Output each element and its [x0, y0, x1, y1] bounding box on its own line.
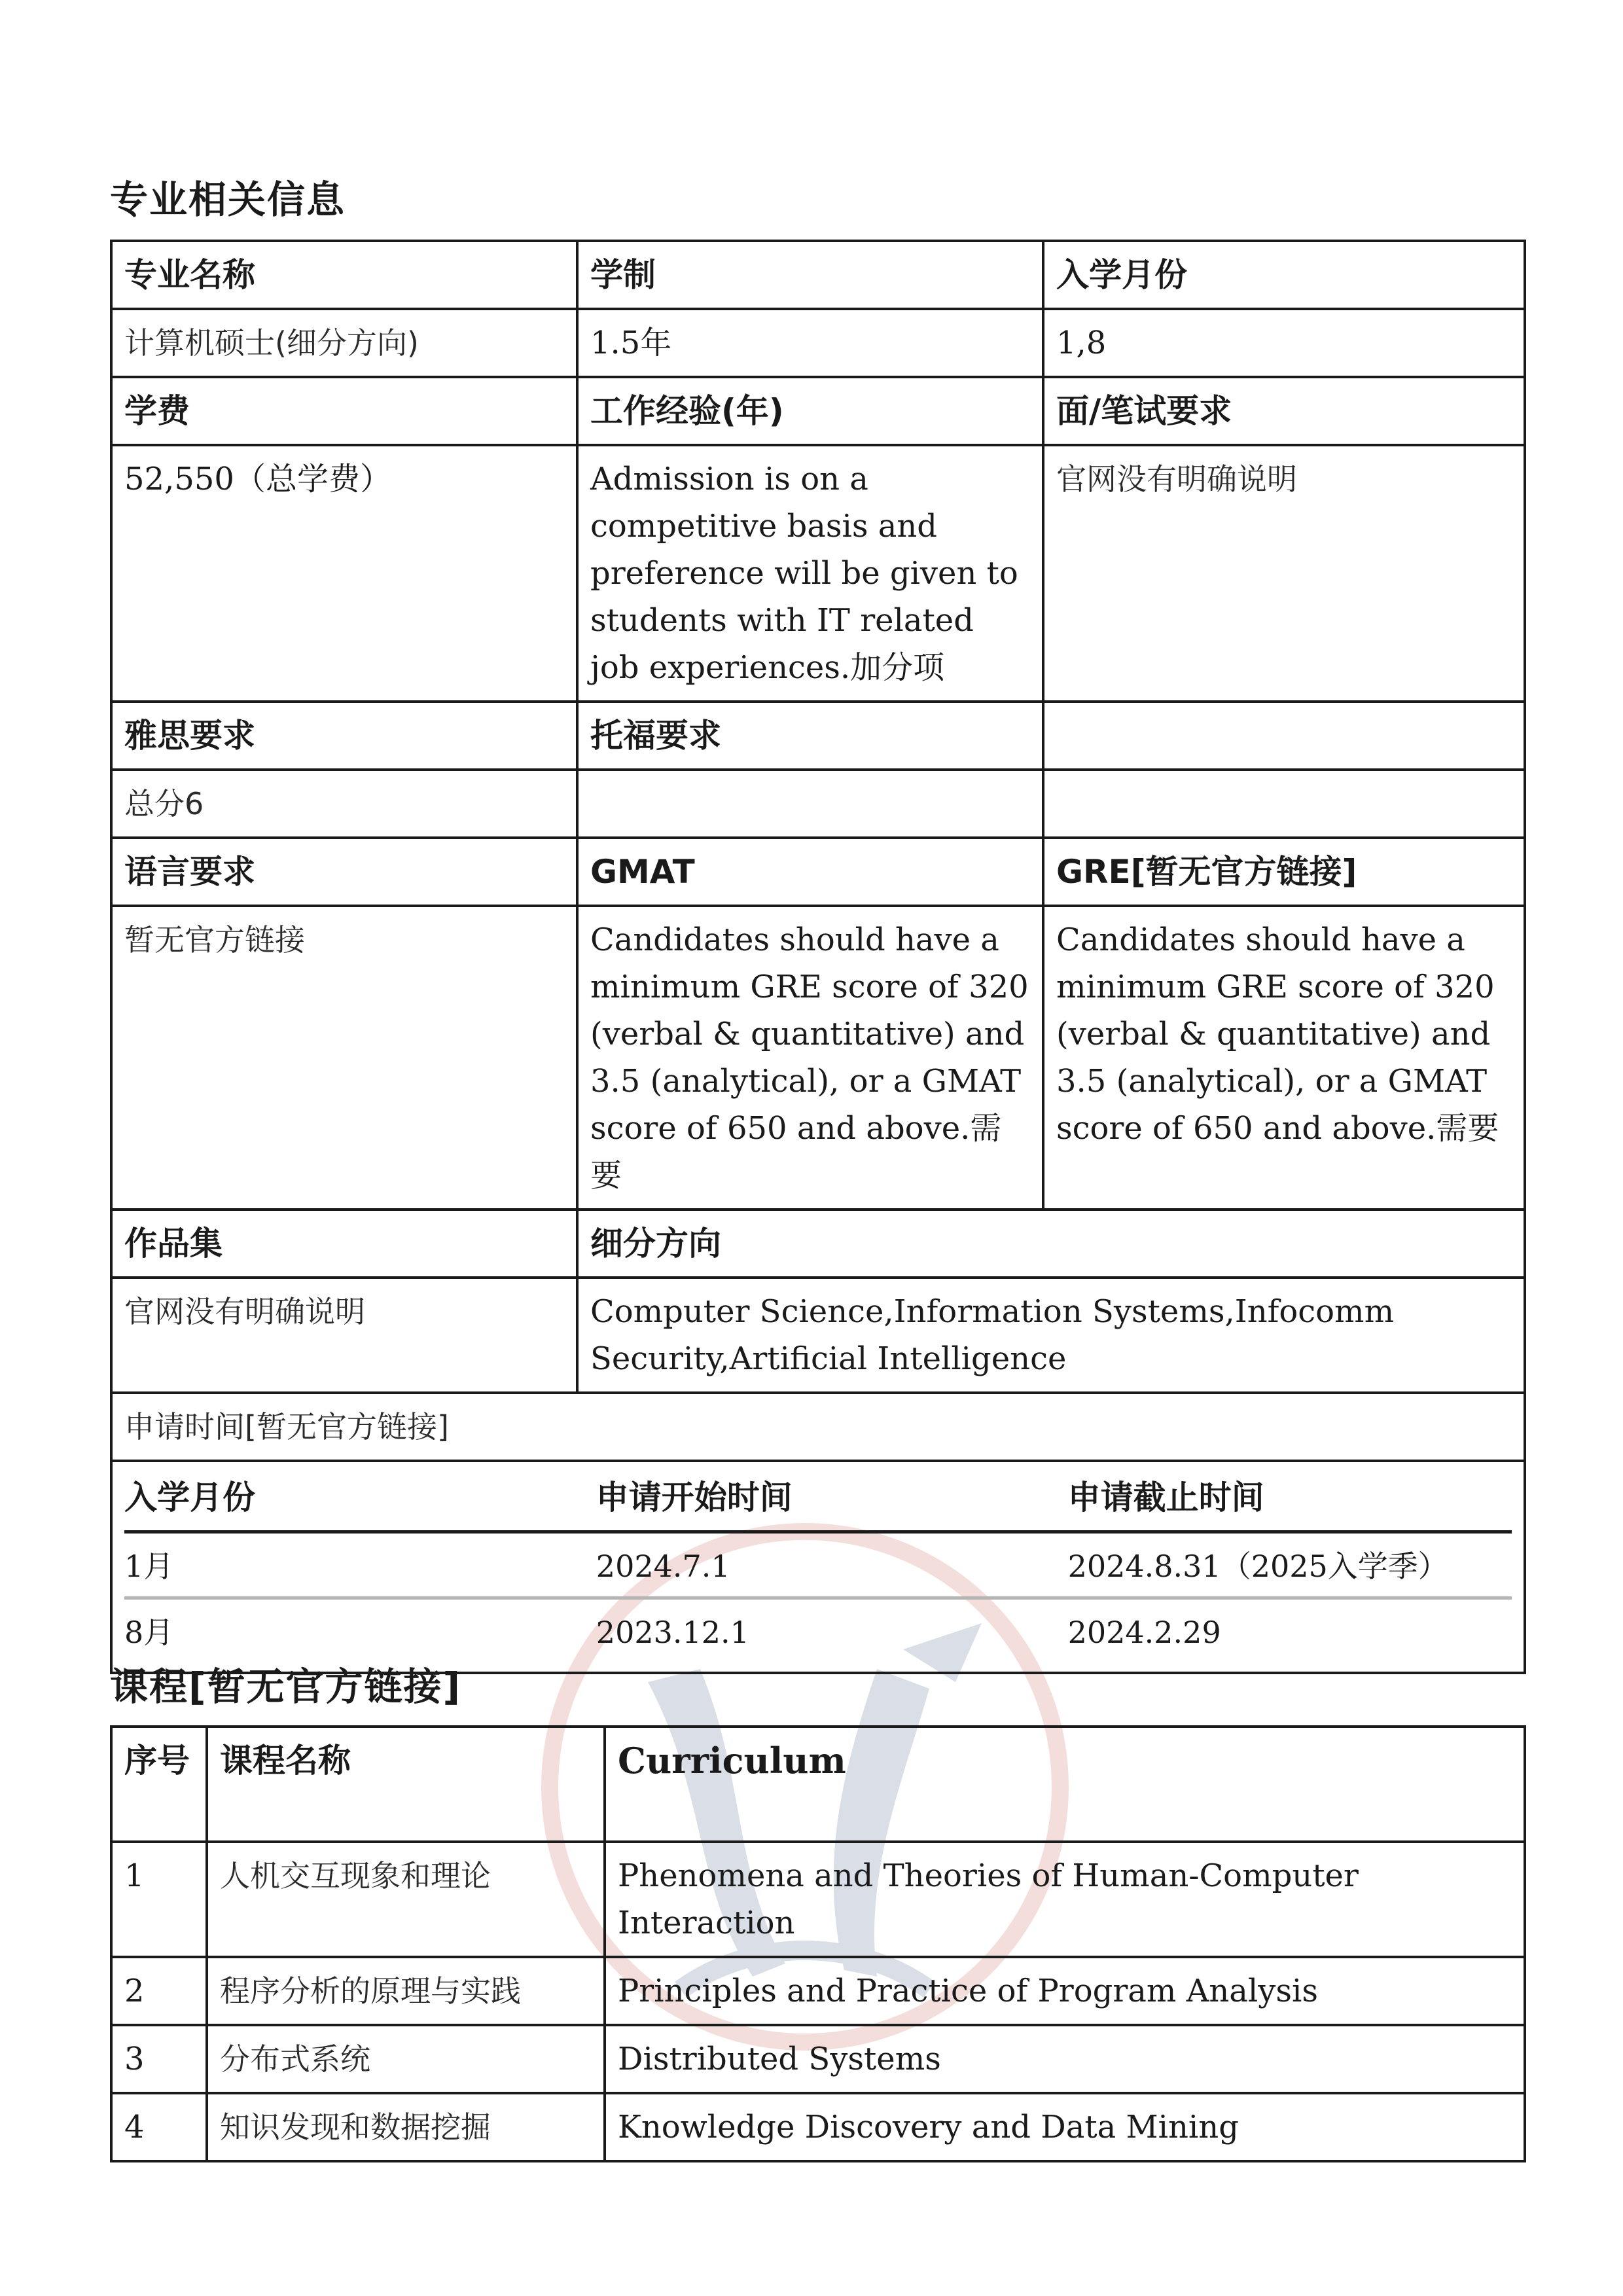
- app-header-start: 申请开始时间: [596, 1462, 1068, 1532]
- program-info-table: [110, 240, 1526, 1674]
- label-direction: 细分方向: [577, 1210, 1525, 1278]
- label-portfolio: 作品集: [111, 1210, 577, 1278]
- value-empty: [1043, 770, 1525, 838]
- app-intake: 1月: [124, 1532, 596, 1598]
- table-row: [124, 1598, 1512, 1663]
- app-start: 2024.7.1: [596, 1532, 1068, 1598]
- label-gre: GRE[暂无官方链接]: [1043, 838, 1525, 906]
- course-name-en: Distributed Systems: [605, 2025, 1525, 2093]
- table-row: [111, 2025, 1525, 2093]
- application-schedule-cell: [111, 1461, 1525, 1673]
- course-name-en: Principles and Practice of Program Analysis: [605, 1957, 1525, 2025]
- header-curriculum: Curriculum: [605, 1727, 1525, 1842]
- value-toefl: [577, 770, 1043, 838]
- course-index: 2: [111, 1957, 207, 2025]
- value-program-name: 计算机硕士(细分方向): [111, 309, 577, 377]
- label-empty: [1043, 702, 1525, 770]
- app-start: 2023.12.1: [596, 1615, 749, 1650]
- app-header-intake: 入学月份: [124, 1462, 596, 1532]
- course-name-cn: 人机交互现象和理论: [207, 1842, 605, 1957]
- label-program-name: 专业名称: [111, 241, 577, 309]
- course-name-en: Knowledge Discovery and Data Mining: [605, 2093, 1525, 2161]
- section-title-program-info: 专业相关信息: [110, 177, 346, 222]
- label-application-time: 申请时间[暂无官方链接]: [111, 1393, 1525, 1461]
- course-index: 3: [111, 2025, 207, 2093]
- course-index: 4: [111, 2093, 207, 2161]
- value-direction: Computer Science,Information Systems,Infocomm Security,Artificial Intelligence: [577, 1278, 1525, 1393]
- value-work-experience: Admission is on a competitive basis and preference will be given to students with IT related job experiences.加分项: [577, 445, 1043, 702]
- label-language: 语言要求: [111, 838, 577, 906]
- header-course-name: 课程名称: [207, 1727, 605, 1842]
- app-header-deadline: 申请截止时间: [1068, 1462, 1512, 1532]
- value-duration: 1.5年: [577, 309, 1043, 377]
- header-index: 序号: [111, 1727, 207, 1842]
- value-ielts: 总分6: [111, 770, 577, 838]
- value-interview-requirement: 官网没有明确说明: [1043, 445, 1525, 702]
- app-deadline: 2024.2.29: [1067, 1615, 1221, 1650]
- course-name-en: Phenomena and Theories of Human-Computer Interaction: [605, 1842, 1525, 1957]
- curriculum-table: [110, 1725, 1526, 2162]
- table-row: [111, 1842, 1525, 1957]
- label-intake-month: 入学月份: [1043, 241, 1525, 309]
- section-title-curriculum: 课程[暂无官方链接]: [110, 1664, 462, 1709]
- value-gre: Candidates should have a minimum GRE score of 320 (verbal & quantitative) and 3.5 (analytical), or a GMAT score of 650 and above.需要: [1043, 906, 1525, 1210]
- table-row: [124, 1532, 1512, 1598]
- label-duration: 学制: [577, 241, 1043, 309]
- label-interview-requirement: 面/笔试要求: [1043, 377, 1525, 445]
- course-name-cn: 程序分析的原理与实践: [207, 1957, 605, 2025]
- label-work-experience: 工作经验(年): [577, 377, 1043, 445]
- table-row: [111, 2093, 1525, 2161]
- app-intake: 8月: [124, 1615, 174, 1650]
- label-gmat: GMAT: [577, 838, 1043, 906]
- label-tuition: 学费: [111, 377, 577, 445]
- value-gmat: Candidates should have a minimum GRE score of 320 (verbal & quantitative) and 3.5 (analytical), or a GMAT score of 650 and above.需要: [577, 906, 1043, 1210]
- value-language: 暂无官方链接: [111, 906, 577, 1210]
- course-name-cn: 知识发现和数据挖掘: [207, 2093, 605, 2161]
- course-name-cn: 分布式系统: [207, 2025, 605, 2093]
- value-portfolio: 官网没有明确说明: [111, 1278, 577, 1393]
- course-index: 1: [111, 1842, 207, 1957]
- table-row: [111, 1957, 1525, 2025]
- app-deadline: 2024.8.31（2025入学季）: [1068, 1532, 1512, 1598]
- value-tuition: 52,550（总学费）: [111, 445, 577, 702]
- label-toefl: 托福要求: [577, 702, 1043, 770]
- value-intake-month: 1,8: [1043, 309, 1525, 377]
- application-schedule-table: [124, 1462, 1512, 1662]
- label-ielts: 雅思要求: [111, 702, 577, 770]
